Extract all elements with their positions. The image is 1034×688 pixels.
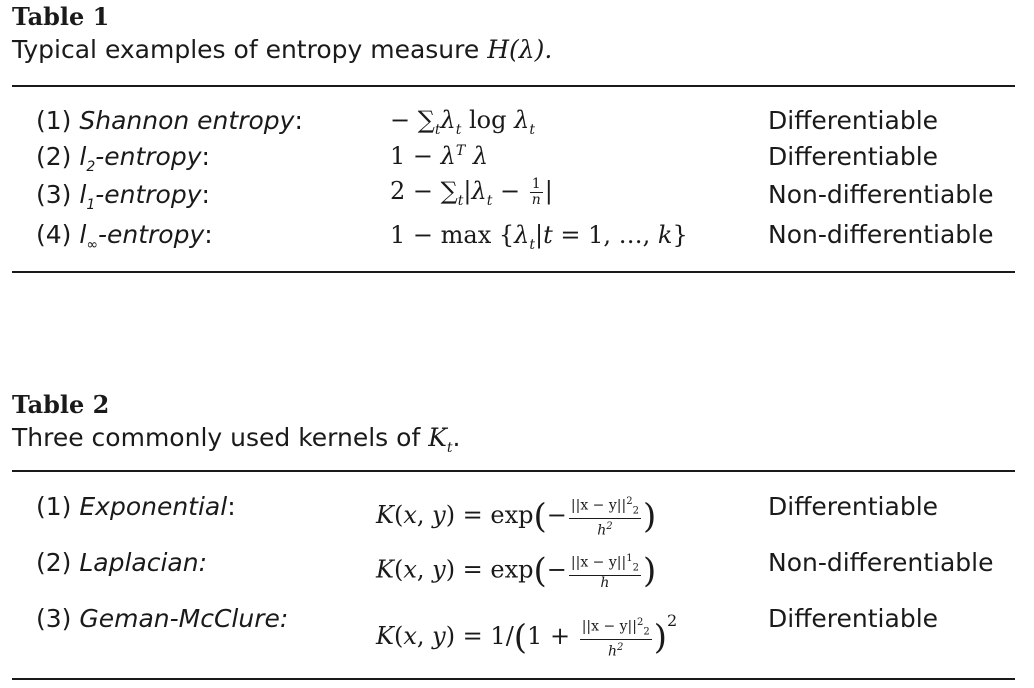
table-1-row-1-formula: − $\sum_t\lambda_t$ $\log \lambda_t$	[390, 106, 535, 138]
table-1-bottom-rule	[12, 271, 1015, 273]
table-2-row-2-name	[36, 548, 207, 577]
table-1-row-1-name	[36, 106, 303, 135]
table-1-caption-text: Typical examples of entropy measure	[12, 35, 488, 64]
row-number: (1)	[36, 106, 80, 135]
table-1-row-4-name	[36, 220, 213, 253]
kernel-name: Exponential	[79, 492, 228, 521]
table-2-caption-text: Three commonly used kernels of	[12, 423, 429, 452]
table-2-caption-end: .	[452, 423, 461, 452]
table-1-row-2-status: Differentiable	[768, 142, 939, 171]
colon: :	[201, 142, 210, 171]
table-2-bottom-rule	[12, 678, 1015, 680]
kernel-fraction: $\frac{||x - y||^2_2}{h^2}$	[581, 616, 650, 661]
measure-name-suffix: -entropy	[97, 220, 205, 249]
row-number: (2)	[36, 142, 80, 171]
row-number: (2)	[36, 548, 80, 577]
measure-name-suffix: -entropy	[95, 142, 202, 171]
colon: :	[201, 180, 210, 209]
row-number: (1)	[36, 492, 80, 521]
measure-name-base: l	[79, 142, 87, 171]
measure-name-subscript: 1	[86, 197, 96, 213]
table-2-row-1-name	[36, 492, 236, 521]
table-1-row-2-formula: $1 - \lambda^T$ λ	[390, 142, 489, 170]
table-2-row-3-name	[36, 604, 288, 633]
measure-name-base: l	[79, 180, 87, 209]
table-2-row-2-status: Non-differentiable	[768, 548, 994, 577]
table-1-row-1-status: Differentiable	[768, 106, 939, 135]
table-1-row-3-formula: $2 - \sum_t|\lambda_t$ − $\frac{1}{n}$ |	[390, 176, 553, 209]
table-2-row-1-formula: K(x, y) = exp(− $\frac{||x - y||^2_2}{h^2}$ )	[376, 496, 657, 540]
table-1-row-2-name	[36, 142, 210, 175]
table-2-row-2-formula: K(x, y) = exp(− $\frac{||x - y||^1_2}{h}$ )	[376, 551, 657, 592]
row-number: (3)	[36, 180, 80, 209]
table-1-row-4-status: Non-differentiable	[768, 220, 994, 249]
table-1-row-4-formula: $1 - \max \{\lambda_t|t = 1$, …, k}	[390, 221, 688, 253]
row-number: (3)	[36, 604, 80, 633]
colon: :	[294, 106, 303, 135]
table-2-caption-subscript: t	[446, 440, 453, 456]
kernel-fraction: $\frac{||x - y||^2_2}{h^2}$	[570, 496, 639, 540]
colon: :	[204, 220, 213, 249]
measure-name-subscript: ∞	[86, 237, 98, 253]
measure-name-suffix: -entropy	[95, 180, 202, 209]
table-1-row-3-name	[36, 180, 210, 213]
kernel-name: Laplacian:	[79, 548, 208, 577]
row-number: (4)	[36, 220, 80, 249]
table-2-row-3-formula: K(x, y) = 1/(1 + $\frac{||x - y||^2_2}{h^2}$ )$^2$	[376, 611, 678, 661]
table-2-label: Table 2	[12, 390, 110, 419]
table-1-top-rule	[12, 85, 1015, 87]
colon: :	[227, 492, 236, 521]
table-2-caption-symbol: K	[428, 423, 447, 452]
table-1-caption	[12, 35, 552, 64]
kernel-fraction: $\frac{||x - y||^1_2}{h}$	[570, 553, 639, 592]
table-2-row-1-status: Differentiable	[768, 492, 939, 521]
measure-name-base: l	[79, 220, 87, 249]
measure-name: Shannon entropy	[79, 106, 295, 135]
table-1-label: Table 1	[12, 2, 110, 31]
table-2-top-rule	[12, 470, 1015, 472]
fraction-one-over-n: $\frac{1}{n}$	[531, 176, 541, 208]
table-2-row-3-status: Differentiable	[768, 604, 939, 633]
table-2-caption	[12, 423, 460, 456]
table-1-row-3-status: Non-differentiable	[768, 180, 994, 209]
kernel-name: Geman-McClure:	[79, 604, 289, 633]
measure-name-subscript: 2	[86, 159, 96, 175]
table-1-caption-symbol: H(λ).	[487, 35, 553, 64]
